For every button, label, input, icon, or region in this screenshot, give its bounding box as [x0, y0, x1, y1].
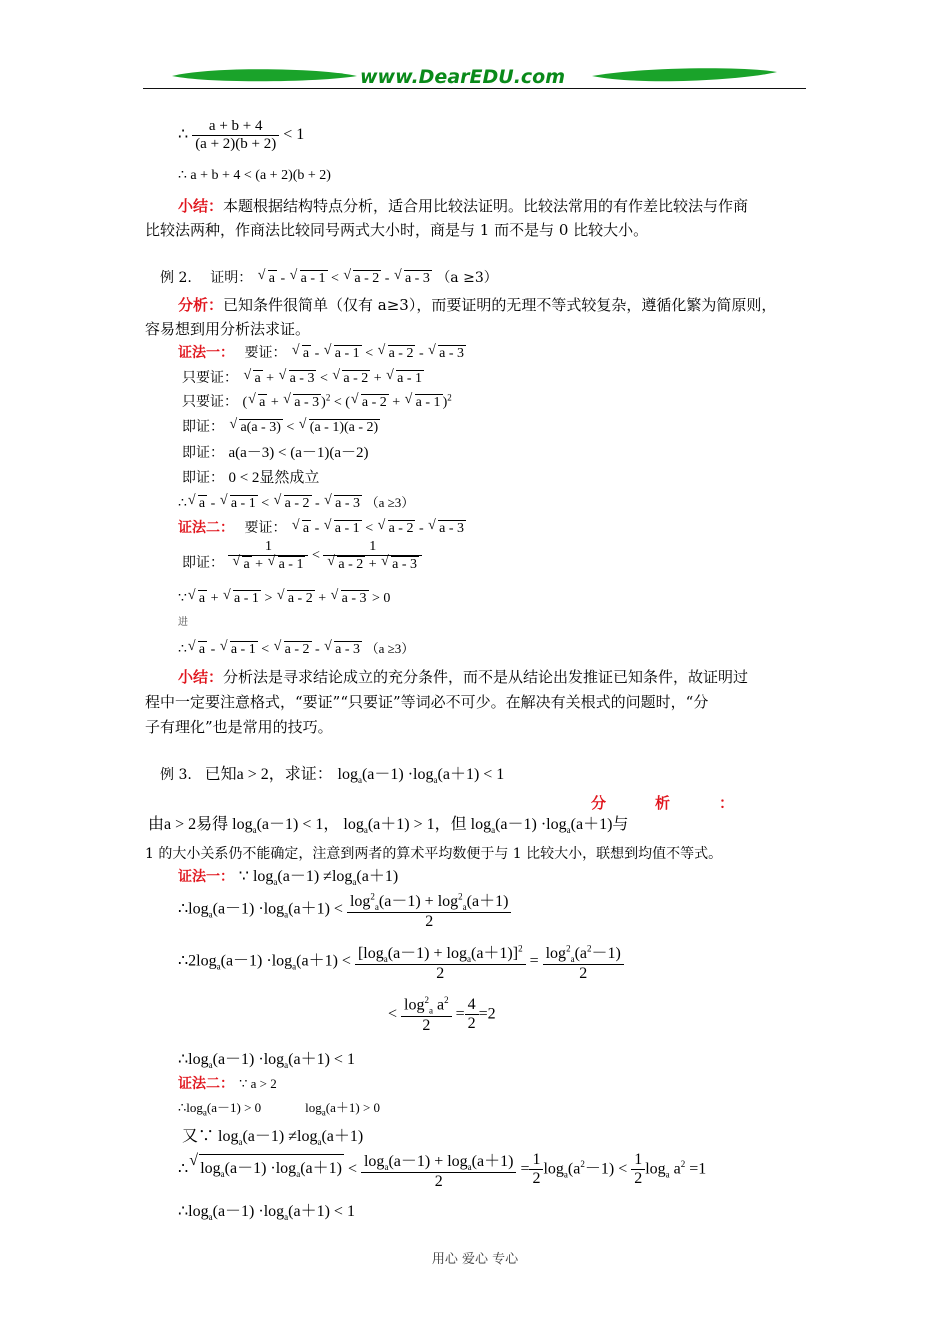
method2-conclusion: ∴√ a - √ a - 1 < √ a - 2 - √ a - 3 （a ≥3） [178, 638, 414, 658]
e3-method2-line1 [178, 1073, 277, 1093]
summary2-line2: 程中一定要注意格式，“要证”“只要证”等词必不可少。在解决有关根式的问题时，“分 [145, 693, 709, 711]
analysis-since: 由a > 2易得 [148, 816, 229, 833]
summary2-text1: 分析法是寻求结论成立的充分条件，而不是从结论出发推证已知条件，故证明过 [223, 668, 749, 686]
therefore-product-line: ∴ a + b + 4 < (a + 2)(b + 2) [178, 168, 331, 183]
method1-line4: 即证： √ a(a - 3) < √ (a - 1)(a - 2) [182, 416, 380, 436]
summary2-label: 小结： [178, 668, 224, 686]
e3-method2-line2: $\therefore\log_a(a-1) > 0$ $\log_a(a+1) > 0$ [178, 1100, 381, 1118]
e3-method2-line3: 又∵ $\log_a(a-1) \ne\log_a(a+1)$ [182, 1128, 364, 1148]
method2-line1: 证法二： 要证： √ a - √ a - 1 < √ a - 2 - √ a - 3 [178, 517, 466, 537]
method1-line1: 证法一： 要证： √ a - √ a - 1 < √ a - 2 - √ a - 3 [178, 342, 466, 362]
summary2-line1 [178, 666, 748, 687]
only-need-word-2: 只要证： [182, 394, 238, 410]
example2-condition: （a ≥3） [436, 270, 498, 286]
summary1-label: 小结： [178, 197, 224, 215]
example2-analysis-text1: 已知条件很简单（仅有 a≥3），而要证明的无理不等式较复杂，遵循化繁为简原则， [223, 296, 777, 314]
step5-expr: a(a－3) < (a－1)(a－2) [228, 445, 369, 461]
method1-line5 [182, 441, 369, 462]
only-need-word: 只要证： [182, 370, 238, 386]
example3-given: 已知a > 2，求证： [204, 766, 333, 783]
method1-line3: 只要证： (√ a + √ a - 3 )$^2$ < (√ a - 2 + √ a - 1 )$^2$ [182, 391, 452, 411]
site-logo-text: www.DearEDU.com [360, 66, 566, 88]
e3-method2-conclusion: $\therefore\log_a(a-1) \cdot\log_a(a+1) < 1$ [178, 1203, 355, 1223]
method2-label: 证法二： [178, 520, 234, 536]
analysis-and: 与 [612, 816, 629, 833]
fraction-denominator: (a + 2)(b + 2) [195, 136, 277, 152]
e3-method1-label: 证法一： [178, 869, 234, 885]
fraction-rhs: < 1 [283, 126, 305, 144]
footer-text: 用心 爱心 专心 [431, 1252, 519, 1267]
example2-title-line: 例 2. 证明： √ a - √ a - 1 < √ a - 2 - √ a - 3 （a ≥3） [160, 267, 498, 287]
header-rule [143, 88, 806, 89]
need-word: 要证： [244, 345, 287, 361]
ie-word-2: 即证： [182, 445, 224, 461]
summary1-text1: 本题根据结构特点分析，适合用比较法证明。比较法常用的有作差比较法与作商 [223, 197, 749, 215]
e3-method1-line2: $\therefore\log_a(a-1) \cdot\log_a(a+1)$ < $\frac{\log^2_a(a-1) + \log^2_a(a+1)}{2}$ [178, 888, 511, 931]
example3-title: 例 3. [160, 767, 192, 783]
method2-line2: 即证： 1 √ a + √ a - 1 < 1 √ a - 2 + √ a - 3 [182, 539, 422, 573]
e3-method1-line3: $\therefore 2\log_a(a-1) \cdot\log_a(a+1)$ < $\frac{[\log_a(a-1) + \log_a(a+1)]^2}{2}$ = $\frac{\log^2_a(a^2-1)}{2}$ [178, 940, 624, 983]
e3-method2-label: 证法二： [178, 1076, 234, 1092]
method2-line3: ∵√ a + √ a - 1 > √ a - 2 + √ a - 3 > 0 [178, 590, 390, 607]
step6-expr: 0 < 2显然成立 [228, 470, 320, 486]
also-since: 又∵ [182, 1128, 215, 1145]
summary2-line3: 子有理化”也是常用的技巧。 [145, 718, 333, 736]
ie-word-4: 即证： [182, 555, 224, 572]
analysis-but: ，但 [434, 816, 467, 833]
tiny-mark: 进 [178, 617, 188, 628]
summary1-line1 [178, 195, 748, 216]
example2-title: 例 2. [160, 270, 192, 286]
method1-line6 [182, 466, 319, 487]
example3-analysis-label: 分 析 ： [591, 794, 736, 812]
method1-conclusion: ∴√ a - √ a - 1 < √ a - 2 - √ a - 3 （a ≥3） [178, 492, 414, 512]
need-word-2: 要证： [244, 520, 287, 536]
example3-analysis-line2: 1 的大小关系仍不能确定，注意到两者的算术平均数便于与 1 比较大小，联想到均值不等式。 [145, 846, 723, 862]
example3-analysis-line1: 由a > 2易得 $\log_a(a-1) < 1$， $\log_a(a+1) > 1$，但 $\log_a(a-1) \cdot\log_a(a+1)$与 [148, 816, 629, 836]
example2-analysis-label: 分析： [178, 296, 224, 314]
ie-word-3: 即证： [182, 470, 224, 486]
e3-method1-line4: < $\frac{\log^2_a a^2}{2}$ = $\frac{4}{2}$ =2 [388, 995, 496, 1034]
method1-line2: 只要证： √ a + √ a - 3 < √ a - 2 + √ a - 1 [182, 367, 424, 387]
example2-analysis-line1 [178, 294, 776, 315]
e3-method1-conclusion: $\therefore\log_a(a-1) \cdot\log_a(a+1) < 1$ [178, 1051, 355, 1071]
fraction-numerator: a + b + 4 [192, 118, 279, 136]
e3-method2-line4: ∴√ $\log_a(a-1) \cdot\log_a(a+1)$ < $\frac{\log_a(a-1) + \log_a(a+1)}{2}$ = $\frac{1}{2}$ $\log_a(a^2-1)$ < $\frac{1}{2}$ $\log_a a^2 =1$ [178, 1148, 706, 1191]
example3-title-line: 例 3. 已知a > 2，求证： $\log_a(a-1) \cdot\log_a(a+1) < 1$ [160, 766, 505, 786]
ie-word-1: 即证： [182, 419, 224, 435]
example2-analysis-line2: 容易想到用分析法求证。 [145, 320, 311, 338]
conclusion-condition: （a ≥3） [365, 495, 415, 510]
conclusion-condition-2: （a ≥3） [365, 641, 415, 656]
e3-method1-line1: 证法一： ∵ $\log_a(a-1) \ne\log_a(a+1)$ [178, 868, 399, 888]
e3-method2-cond: ∵ a > 2 [239, 1076, 277, 1091]
method1-label: 证法一： [178, 345, 234, 361]
therefore-fraction-line: ∴ $\frac{a + b + 4}{(a + 2)(b + 2)}$ < 1 [178, 118, 305, 152]
example2-prove: 证明： [210, 270, 253, 286]
summary1-line2: 比较法两种，作商法比较同号两式大小时，商是与 1 而不是与 0 比较大小。 [145, 221, 649, 239]
